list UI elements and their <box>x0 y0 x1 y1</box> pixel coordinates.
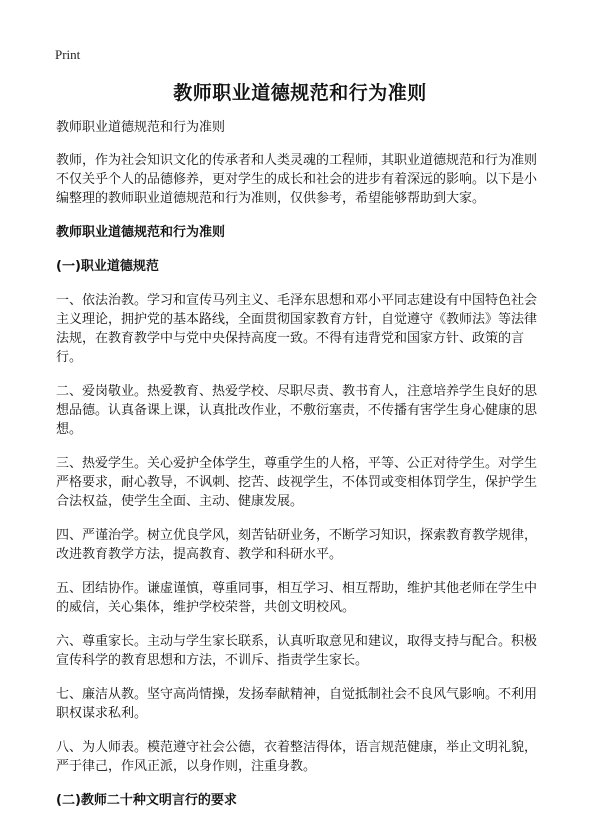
article-subtitle: 教师职业道德规范和行为准则 <box>56 120 226 135</box>
part1-heading: (一)职业道德规范 <box>56 259 159 274</box>
list-item: 三、热爱学生。关心爱护全体学生，尊重学生的人格，平等、公正对待学生。对学生严格要求，耐心教导，不讽刺、挖苦、歧视学生，不体罚或变相体罚学生，保护学生合法权益，使学生全面、主动、健康发展。 <box>56 456 538 509</box>
part2-heading: (二)教师二十种文明言行的要求 <box>56 793 237 808</box>
list-item: 二、爱岗敬业。热爱教育、热爱学校、尽职尽责、教书育人，注意培养学生良好的思想品德。认真备课上课，认真批改作业，不敷衍塞责，不传播有害学生身心健康的思想。 <box>56 384 538 437</box>
article-body <box>56 118 548 825</box>
list-item: 五、团结协作。谦虚谨慎，尊重同事，相互学习、相互帮助，维护其他老师在学生中的威信，关心集体，维护学校荣誉，共创文明校风。 <box>56 581 538 615</box>
list-item: 一、依法治教。学习和宣传马列主义、毛泽东思想和邓小平同志建设有中国特色社会主义理论，拥护党的基本路线，全面贯彻国家教育方针，自觉遵守《教师法》等法律法规，在教育教学中与党中央保持高度一致。不得有违背党和国家方针、政策的言行。 <box>56 293 538 365</box>
intro-paragraph: 教师，作为社会知识文化的传承者和人类灵魂的工程师，其职业道德规范和行为准则不仅关乎个人的品德修养，更对学生的成长和社会的进步有着深远的影响。以下是小编整理的教师职业道德规范和行为准则，仅供参考，希望能够帮助到大家。 <box>56 153 538 206</box>
print-link[interactable]: Print <box>55 47 81 62</box>
list-item: 四、严谨治学。树立优良学风，刻苦钻研业务，不断学习知识，探索教育教学规律，改进教育教学方法，提高教育、教学和科研水平。 <box>56 528 538 562</box>
list-item: 七、廉洁从教。坚守高尚情操，发扬奉献精神，自觉抵制社会不良风气影响。不利用职权谋求私利。 <box>56 687 538 721</box>
list-item: 八、为人师表。模范遵守社会公德，衣着整洁得体，语言规范健康，举止文明礼貌，严于律己，作风正派，以身作则，注重身教。 <box>56 740 538 774</box>
list-item: 六、尊重家长。主动与学生家长联系，认真听取意见和建议，取得支持与配合。积极宣传科学的教育思想和方法，不训斥、指责学生家长。 <box>56 634 538 668</box>
page-title: 教师职业道德规范和行为准则 <box>173 82 427 104</box>
section-heading: 教师职业道德规范和行为准则 <box>56 225 226 240</box>
